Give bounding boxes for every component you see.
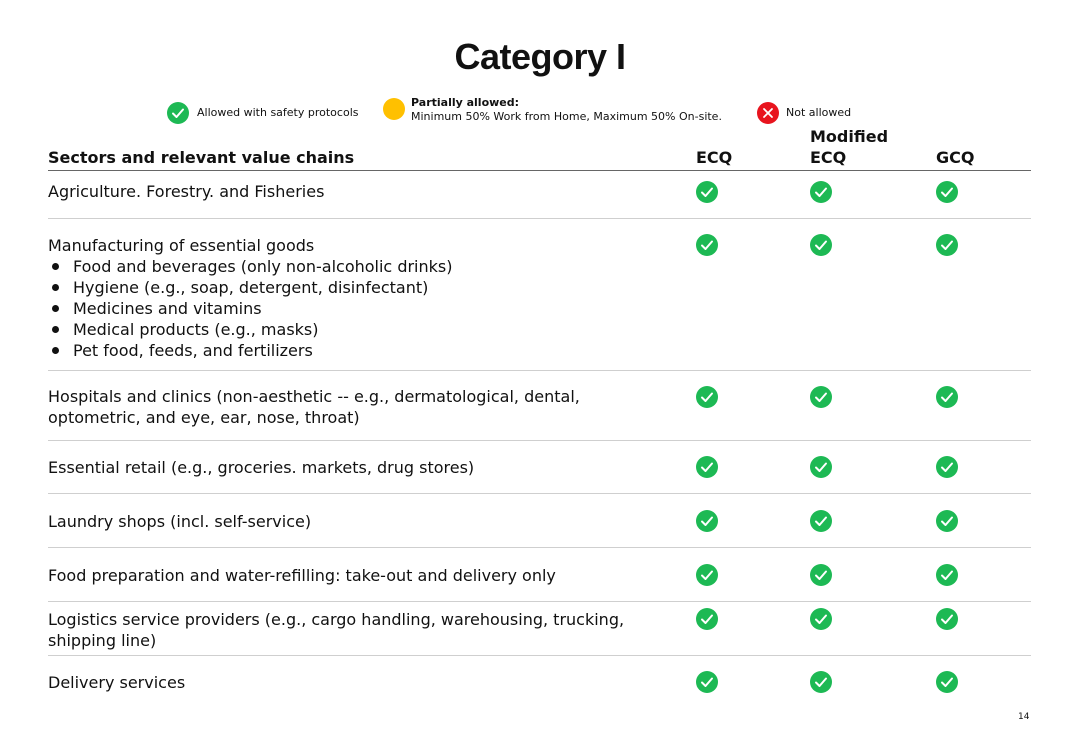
bullet-icon [52,305,59,312]
list-item: Hygiene (e.g., soap, detergent, disinfectant) [48,277,668,298]
legend-partial [383,96,722,124]
check-circle-icon [936,671,958,693]
row-sector-line1: Logistics service providers (e.g., cargo handling, warehousing, trucking, [48,610,625,629]
check-circle-icon [810,456,832,478]
check-circle-icon [810,510,832,532]
x-circle-icon [757,102,779,124]
table-row [48,441,1031,494]
table-row [48,219,1031,371]
table-row [48,548,1031,602]
legend-allowed [167,102,358,124]
check-circle-icon [936,510,958,532]
bullet-icon [52,326,59,333]
check-circle-icon [810,564,832,586]
table-row [48,602,1031,656]
header-mecq-line1: Modified [810,127,889,146]
legend-partial-title: Partially allowed: [411,96,520,109]
row-sector-line2: shipping line) [48,631,157,650]
row-sector-line1: Hospitals and clinics (non-aesthetic -- e.g., dermatological, dental, [48,387,580,406]
bullet-icon [52,347,59,354]
row-sector: Food preparation and water-refilling: take-out and delivery only [48,566,556,585]
table-row [48,494,1031,548]
table-row [48,656,1031,702]
check-circle-icon [696,386,718,408]
check-circle-icon [696,510,718,532]
header-sector: Sectors and relevant value chains [48,148,355,167]
check-circle-icon [810,671,832,693]
check-circle-icon [696,234,718,256]
check-circle-icon [936,234,958,256]
yellow-circle-icon [383,98,405,120]
list-item: Medicines and vitamins [48,298,668,319]
table-header [48,126,1031,171]
check-circle-icon [936,386,958,408]
list-item: Medical products (e.g., masks) [48,319,668,340]
check-circle-icon [936,564,958,586]
header-mecq-line2: ECQ [810,148,847,167]
check-circle-icon [696,608,718,630]
list-item: Food and beverages (only non-alcoholic drinks) [48,256,668,277]
check-circle-icon [936,181,958,203]
check-circle-icon [936,456,958,478]
table-row [48,371,1031,441]
check-circle-icon [810,386,832,408]
page-number: 14 [1018,712,1030,722]
legend-allowed-label: Allowed with safety protocols [197,106,359,119]
check-circle-icon [167,102,189,124]
legend-not-allowed-label: Not allowed [786,106,852,119]
row-sector: Manufacturing of essential goods [48,236,315,255]
check-circle-icon [696,456,718,478]
check-circle-icon [810,181,832,203]
table-row [48,171,1031,219]
check-circle-icon [810,234,832,256]
sub-items-list [48,256,668,361]
header-mecq [810,126,888,168]
page-title: Category I [454,36,626,77]
legend-not-allowed [757,102,851,124]
legend-partial-desc: Minimum 50% Work from Home, Maximum 50% On-site. [411,110,722,123]
check-circle-icon [696,564,718,586]
row-sector: Agriculture. Forestry. and Fisheries [48,182,325,201]
row-sector-line2: optometric, and eye, ear, nose, throat) [48,408,360,427]
row-sector: Laundry shops (incl. self-service) [48,512,312,531]
header-gcq: GCQ [936,148,975,167]
list-item: Pet food, feeds, and fertilizers [48,340,668,361]
check-circle-icon [810,608,832,630]
check-circle-icon [696,671,718,693]
bullet-icon [52,263,59,270]
header-ecq: ECQ [696,148,733,167]
check-circle-icon [696,181,718,203]
row-sector: Delivery services [48,673,186,692]
check-circle-icon [936,608,958,630]
bullet-icon [52,284,59,291]
row-sector: Essential retail (e.g., groceries. markets, drug stores) [48,458,475,477]
